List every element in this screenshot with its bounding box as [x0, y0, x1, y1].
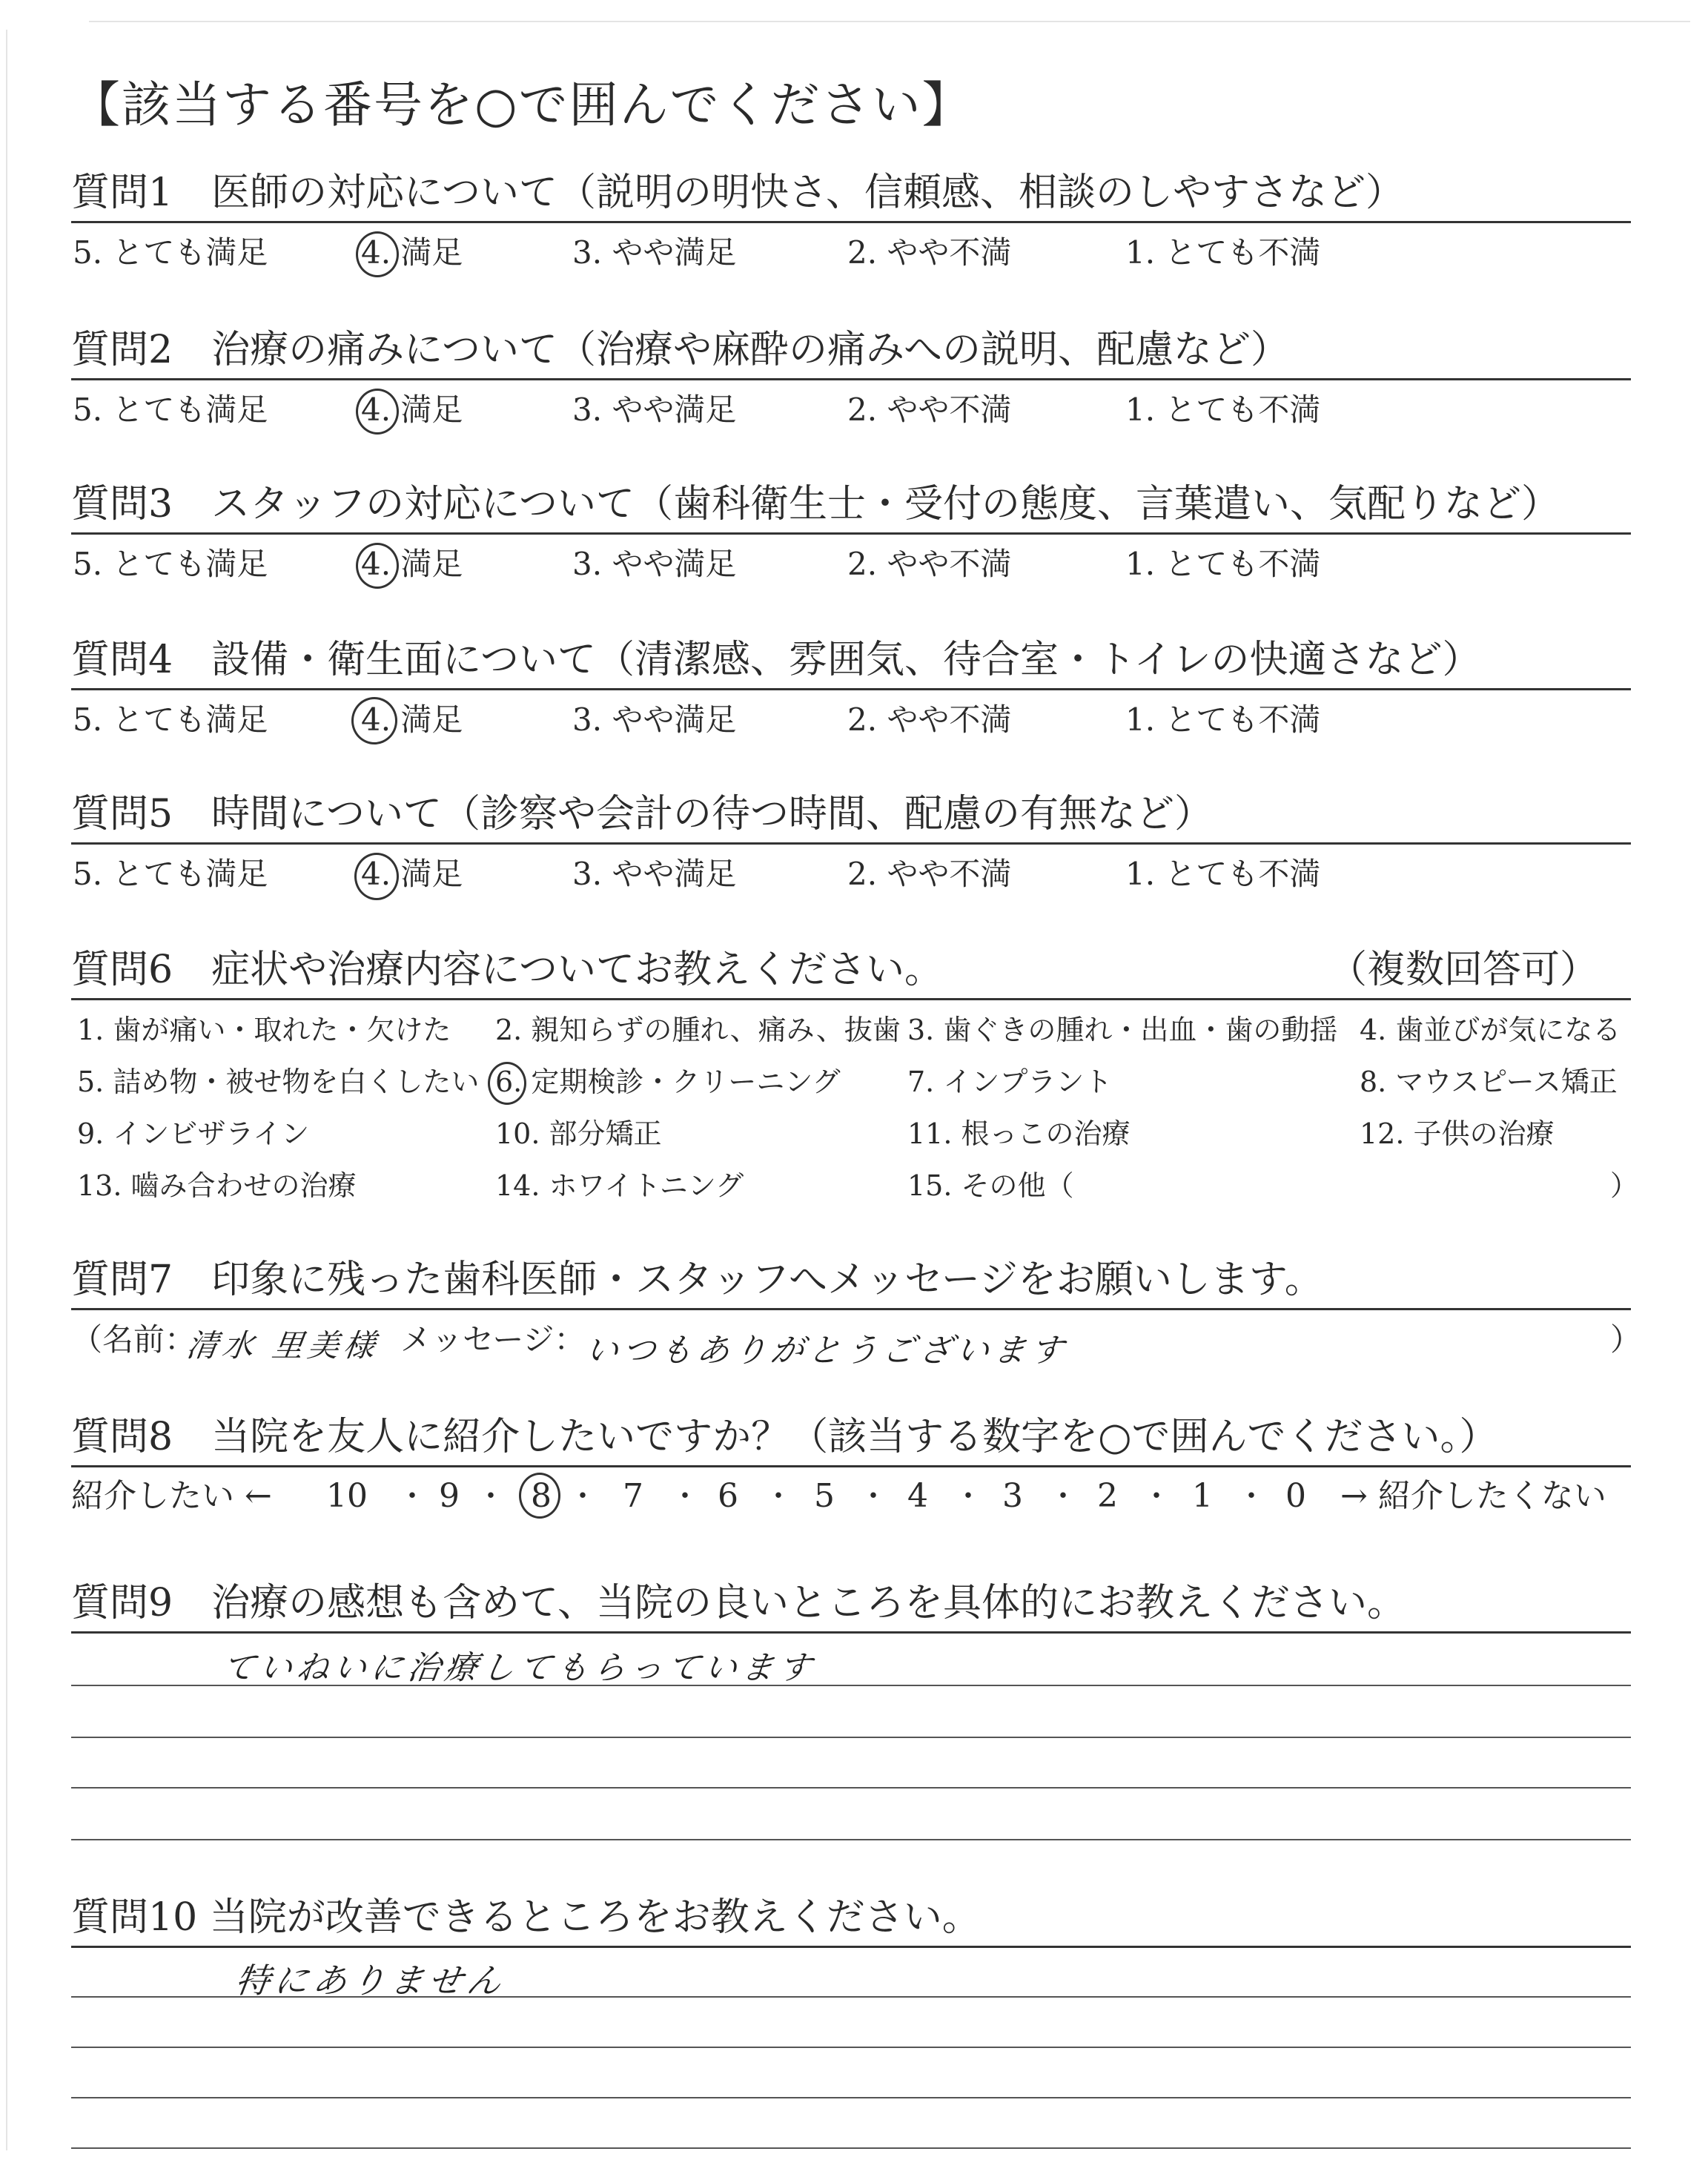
question-6: 質問6 症状や治療内容についてお教えください。	[71, 948, 944, 992]
q5-option-2[interactable]: 2. やや不満	[847, 856, 1012, 892]
question-1: 質問1 医師の対応について（説明の明快さ、信頼感、相談のしやすさなど）	[71, 171, 1404, 215]
q6-option-14[interactable]: 14. ホワイトニング	[495, 1169, 744, 1202]
q8-score-0[interactable]: 0	[1285, 1477, 1306, 1515]
q8-dot: ・	[858, 1479, 888, 1513]
q6-option-12[interactable]: 12. 子供の治療	[1360, 1117, 1555, 1150]
q8-dot: ・	[397, 1479, 427, 1513]
q5-answer-circle	[354, 853, 399, 900]
q2-option-4[interactable]: 4. 満足	[361, 392, 463, 428]
q6-option-8[interactable]: 8. マウスピース矯正	[1360, 1066, 1618, 1098]
q6-option-10[interactable]: 10. 部分矯正	[495, 1117, 662, 1150]
q10-write-line	[71, 2147, 1631, 2149]
q8-score-2[interactable]: 2	[1097, 1477, 1118, 1515]
q6-option-1[interactable]: 1. 歯が痛い・取れた・欠けた	[77, 1014, 451, 1046]
q8-dot: ・	[1237, 1479, 1266, 1513]
question-1-rule	[71, 221, 1631, 223]
q8-score-1[interactable]: 1	[1192, 1477, 1213, 1515]
q1-option-5[interactable]: 5. とても満足	[73, 234, 268, 271]
q3-option-2[interactable]: 2. やや不満	[847, 546, 1012, 582]
q8-score-10[interactable]: 10	[326, 1477, 368, 1515]
question-5: 質問5 時間について（診察や会計の待つ時間、配慮の有無など）	[71, 792, 1214, 836]
question-9-rule	[71, 1631, 1631, 1634]
q4-option-5[interactable]: 5. とても満足	[73, 701, 268, 738]
q7-name-label: （名前：	[71, 1321, 196, 1358]
question-2: 質問2 治療の痛みについて（治療や麻酔の痛みへの説明、配慮など）	[71, 328, 1290, 372]
q10-answer[interactable]: 特にありません	[233, 1961, 509, 2001]
q1-option-1[interactable]: 1. とても不満	[1125, 234, 1321, 271]
q6-option-15-close: ）	[1610, 1169, 1639, 1202]
q5-option-1[interactable]: 1. とても不満	[1125, 856, 1321, 892]
q4-option-2[interactable]: 2. やや不満	[847, 701, 1012, 738]
question-10: 質問10 当院が改善できるところをお教えください。	[71, 1895, 981, 1940]
q3-option-3[interactable]: 3. やや満足	[572, 546, 737, 582]
q9-write-line	[71, 1685, 1631, 1686]
q6-option-2[interactable]: 2. 親知らずの腫れ、痛み、抜歯	[495, 1014, 901, 1046]
q8-left-label: 紹介したい ←	[71, 1477, 272, 1515]
q8-dot: ・	[953, 1479, 983, 1513]
q5-option-4[interactable]: 4. 満足	[361, 856, 463, 892]
q1-option-2[interactable]: 2. やや不満	[847, 234, 1012, 271]
q8-score-7[interactable]: 7	[623, 1477, 643, 1515]
question-4: 質問4 設備・衛生面について（清潔感、雰囲気、待合室・トイレの快適さなど）	[71, 638, 1481, 682]
q6-option-5[interactable]: 5. 詰め物・被せ物を白くしたい	[77, 1066, 480, 1098]
question-4-rule	[71, 688, 1631, 690]
q9-write-line	[71, 1787, 1631, 1789]
q4-answer-circle	[351, 697, 397, 744]
question-7-rule	[71, 1308, 1631, 1310]
q8-dot: ・	[1048, 1479, 1078, 1513]
q6-option-3[interactable]: 3. 歯ぐきの腫れ・出血・歯の動揺	[907, 1014, 1338, 1046]
q9-write-line	[71, 1737, 1631, 1738]
q5-option-3[interactable]: 3. やや満足	[572, 856, 737, 892]
q6-answer-circle	[488, 1062, 526, 1105]
q8-dot: ・	[670, 1479, 700, 1513]
q10-write-line	[71, 2097, 1631, 2098]
scan-border-top	[89, 21, 1690, 22]
question-6-rule	[71, 998, 1631, 1000]
q9-answer[interactable]: ていねいに治療してもらっています	[219, 1649, 818, 1687]
q7-message-label: メッセージ：	[400, 1321, 586, 1358]
q1-option-3[interactable]: 3. やや満足	[572, 234, 737, 271]
q4-option-1[interactable]: 1. とても不満	[1125, 701, 1321, 738]
q8-score-5[interactable]: 5	[814, 1477, 835, 1515]
q4-option-3[interactable]: 3. やや満足	[572, 701, 737, 738]
q3-option-4[interactable]: 4. 満足	[361, 546, 463, 582]
q1-option-4[interactable]: 4. 満足	[361, 234, 463, 271]
q6-option-15[interactable]: 15. その他（	[907, 1169, 1074, 1202]
q2-option-3[interactable]: 3. やや満足	[572, 392, 737, 428]
q8-score-6[interactable]: 6	[718, 1477, 738, 1515]
q6-option-4[interactable]: 4. 歯並びが気になる	[1360, 1014, 1621, 1046]
question-3-rule	[71, 532, 1631, 535]
question-8-rule	[71, 1465, 1631, 1467]
q8-score-8[interactable]: 8	[531, 1477, 552, 1515]
q2-option-2[interactable]: 2. やや不満	[847, 392, 1012, 428]
question-5-rule	[71, 842, 1631, 845]
q8-score-9[interactable]: 9	[439, 1477, 460, 1515]
q6-option-9[interactable]: 9. インビザライン	[77, 1117, 310, 1150]
question-10-rule	[71, 1946, 1631, 1948]
q8-answer-circle	[519, 1473, 560, 1519]
q2-answer-circle	[356, 389, 399, 435]
q8-score-4[interactable]: 4	[907, 1477, 928, 1515]
q6-option-13[interactable]: 13. 嚙み合わせの治療	[77, 1169, 357, 1202]
q3-answer-circle	[356, 543, 399, 589]
q7-close-paren: ）	[1610, 1321, 1642, 1358]
question-8: 質問8 当院を友人に紹介したいですか？（該当する数字を○で囲んでください。）	[71, 1415, 1498, 1459]
q9-write-line	[71, 1839, 1631, 1840]
q2-option-1[interactable]: 1. とても不満	[1125, 392, 1321, 428]
question-6-note: （複数回答可）	[1328, 948, 1598, 992]
question-3: 質問3 スタッフの対応について（歯科衛生士・受付の態度、言葉遣い、気配りなど）	[71, 482, 1560, 526]
question-2-rule	[71, 378, 1631, 380]
q6-option-7[interactable]: 7. インプラント	[907, 1066, 1113, 1098]
q6-option-6[interactable]: 6. 定期検診・クリーニング	[495, 1066, 841, 1098]
q8-dot: ・	[764, 1479, 793, 1513]
q7-name-value[interactable]: 清水 里美様	[184, 1327, 382, 1364]
q8-dot: ・	[568, 1479, 598, 1513]
q3-option-1[interactable]: 1. とても不満	[1125, 546, 1321, 582]
q8-dot: ・	[1142, 1479, 1171, 1513]
question-9: 質問9 治療の感想も含めて、当院の良いところを具体的にお教えください。	[71, 1581, 1406, 1625]
q8-score-3[interactable]: 3	[1002, 1477, 1023, 1515]
q4-option-4[interactable]: 4. 満足	[361, 701, 463, 738]
q6-option-11[interactable]: 11. 根っこの治療	[907, 1117, 1131, 1150]
q7-message-value[interactable]: いつもありがとうございます	[583, 1332, 1070, 1370]
q8-dot: ・	[476, 1479, 506, 1513]
q5-option-5[interactable]: 5. とても満足	[73, 856, 268, 892]
q10-write-line	[71, 1996, 1631, 1998]
q2-option-5[interactable]: 5. とても満足	[73, 392, 268, 428]
q8-right-label: → 紹介したくない	[1340, 1477, 1606, 1515]
q1-answer-circle	[356, 231, 399, 277]
question-7: 質問7 印象に残った歯科医師・スタッフへメッセージをお願いします。	[71, 1258, 1323, 1302]
q3-option-5[interactable]: 5. とても満足	[73, 546, 268, 582]
form-title: 【該当する番号を○で囲んでください】	[71, 76, 973, 133]
q10-write-line	[71, 2047, 1631, 2048]
scan-border-left	[6, 30, 7, 2150]
